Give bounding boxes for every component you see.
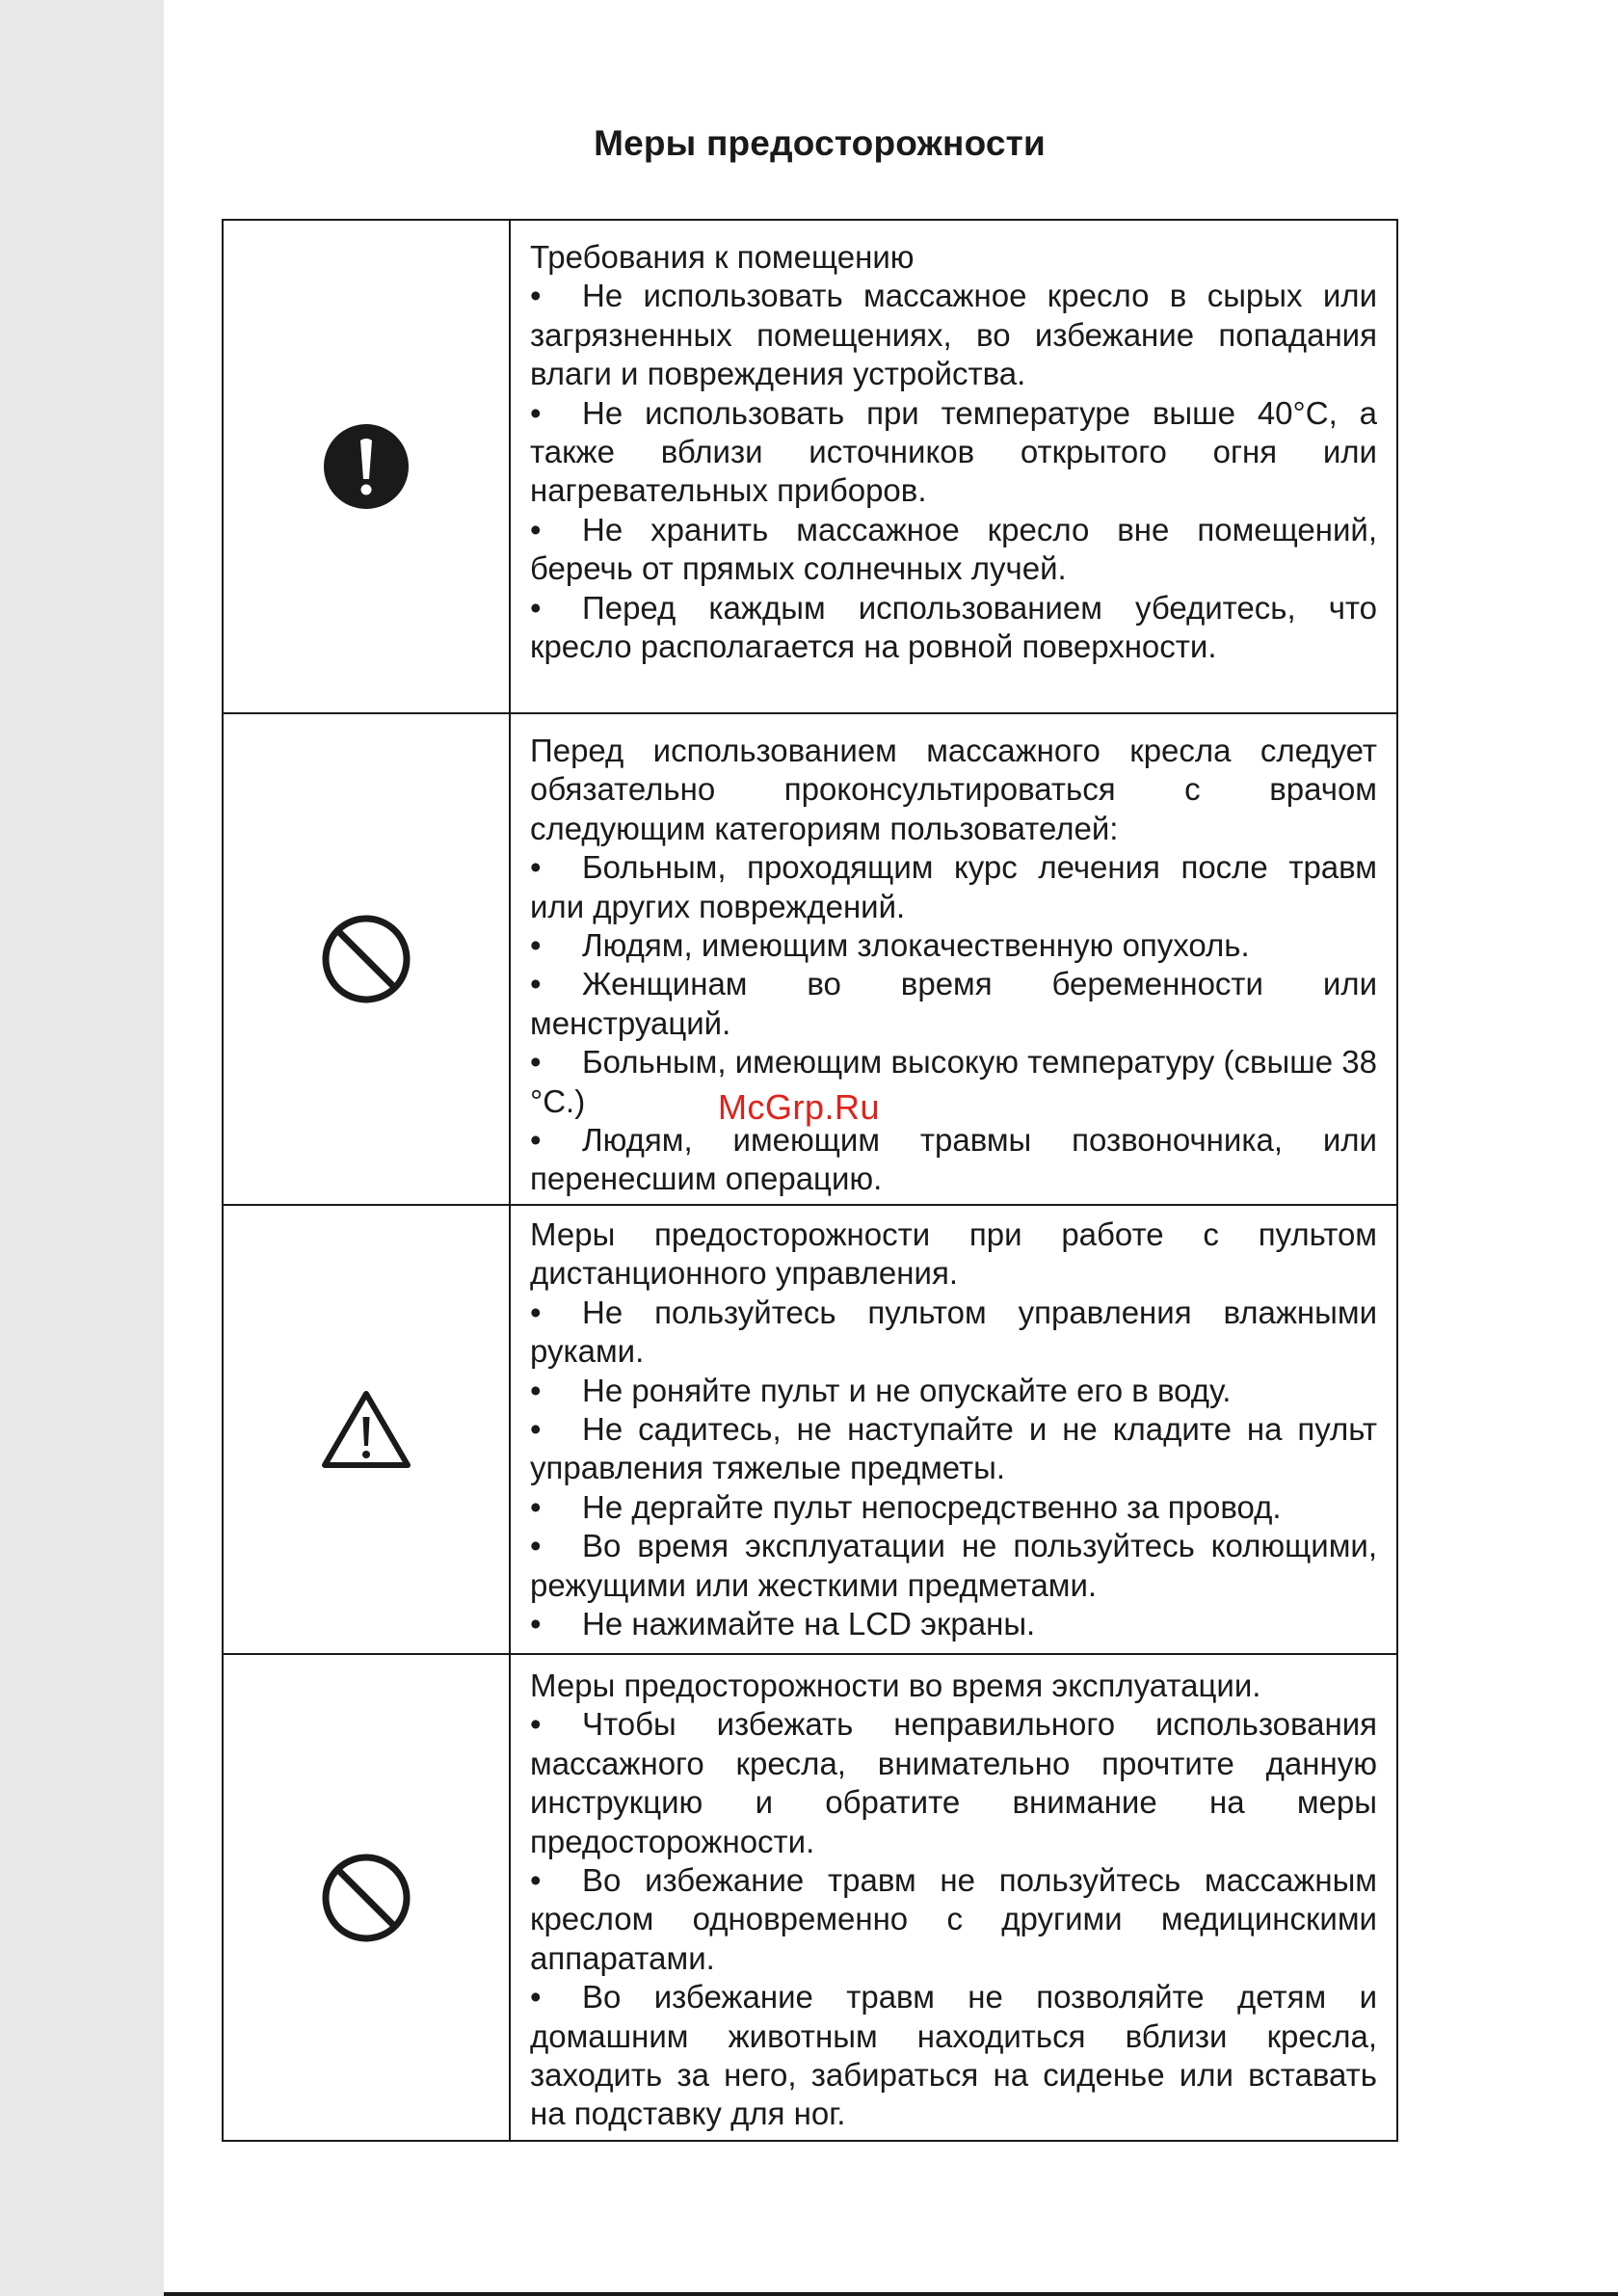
list-item: • Во избежание травм не пользуйтесь массажным креслом одновременно с другими медицинскими аппаратами. (530, 1862, 1377, 1976)
list-item: • Во время эксплуатации не пользуйтесь колющими, режущими или жесткими предметами. (530, 1528, 1377, 1603)
prohibition-icon (321, 914, 411, 1004)
list-item: • Не использовать при температуре выше 40°С, а также вблизи источников открытого огня или нагревательных приборов. (530, 394, 1377, 509)
icon-cell (224, 1206, 511, 1653)
prohibition-icon (321, 1853, 411, 1943)
list-item: • Не роняйте пульт и не опускайте его в воду. (530, 1372, 1232, 1408)
mandatory-action-icon (323, 423, 410, 510)
text-cell (511, 1206, 1396, 1653)
text-cell (511, 221, 1396, 712)
list-item: • Не садитесь, не наступайте и не кладите на пульт управления тяжелые предметы. (530, 1411, 1377, 1486)
table-row (224, 1206, 1396, 1655)
warning-triangle-icon (320, 1388, 412, 1471)
section-intro: Перед использованием массажного кресла следует обязательно проконсультироваться с врачом следующим категориям пользователей: (530, 733, 1377, 846)
text-cell (511, 714, 1396, 1204)
icon-cell (224, 221, 511, 712)
watermark: McGrp.Ru (718, 1087, 881, 1127)
page-bottom-border (164, 2292, 1618, 2296)
section-intro: Требования к помещению (530, 239, 915, 275)
list-item: • Не пользуйтесь пультом управления влажными руками. (530, 1294, 1377, 1370)
list-item: • Чтобы избежать неправильного использования массажного кресла, внимательно прочтите данную инструкцию и обратите внимание на меры предосторожности. (530, 1706, 1377, 1859)
section-intro: Меры предосторожности во время эксплуатации. (530, 1668, 1261, 1703)
list-item: • Не использовать массажное кресло в сырых или загрязненных помещениях, во избежание попадания влаги и повреждения устройства. (530, 278, 1377, 392)
table-row (224, 714, 1396, 1206)
list-item: • Не нажимайте на LCD экраны. (530, 1606, 1036, 1642)
table-row (224, 221, 1396, 714)
icon-cell (224, 714, 511, 1204)
list-item: • Не дергайте пульт непосредственно за провод. (530, 1488, 1282, 1525)
list-item: • Перед каждым использованием убедитесь, что кресло располагается на ровной поверхности. (530, 589, 1377, 665)
page-title: Меры предосторожности (594, 123, 1046, 163)
list-item: • Людям, имеющим злокачественную опухоль. (530, 927, 1250, 964)
precautions-table (222, 219, 1398, 2142)
list-item: • Людям, имеющим травмы позвоночника, или перенесшим операцию. (530, 1122, 1377, 1197)
list-item: • Больным, имеющим высокую температуру (свыше 38 °С.) (530, 1044, 1377, 1119)
list-item: • Женщинам во время беременности или менструаций. (530, 966, 1377, 1041)
icon-cell (224, 1655, 511, 2140)
list-item: • Во избежание травм не позволяйте детям и домашним животным находиться вблизи кресла, заходить за него, забираться на сиденье или вставать на подставку для ног. (530, 1979, 1377, 2132)
list-item: • Не хранить массажное кресло вне помещений, беречь от прямых солнечных лучей. (530, 511, 1377, 587)
document-page (164, 0, 1618, 2296)
section-intro: Меры предосторожности при работе с пультом дистанционного управления. (530, 1216, 1377, 1292)
text-cell (511, 1655, 1396, 2140)
table-row (224, 1655, 1396, 2140)
list-item: • Больным, проходящим курс лечения после травм или других повреждений. (530, 849, 1377, 924)
